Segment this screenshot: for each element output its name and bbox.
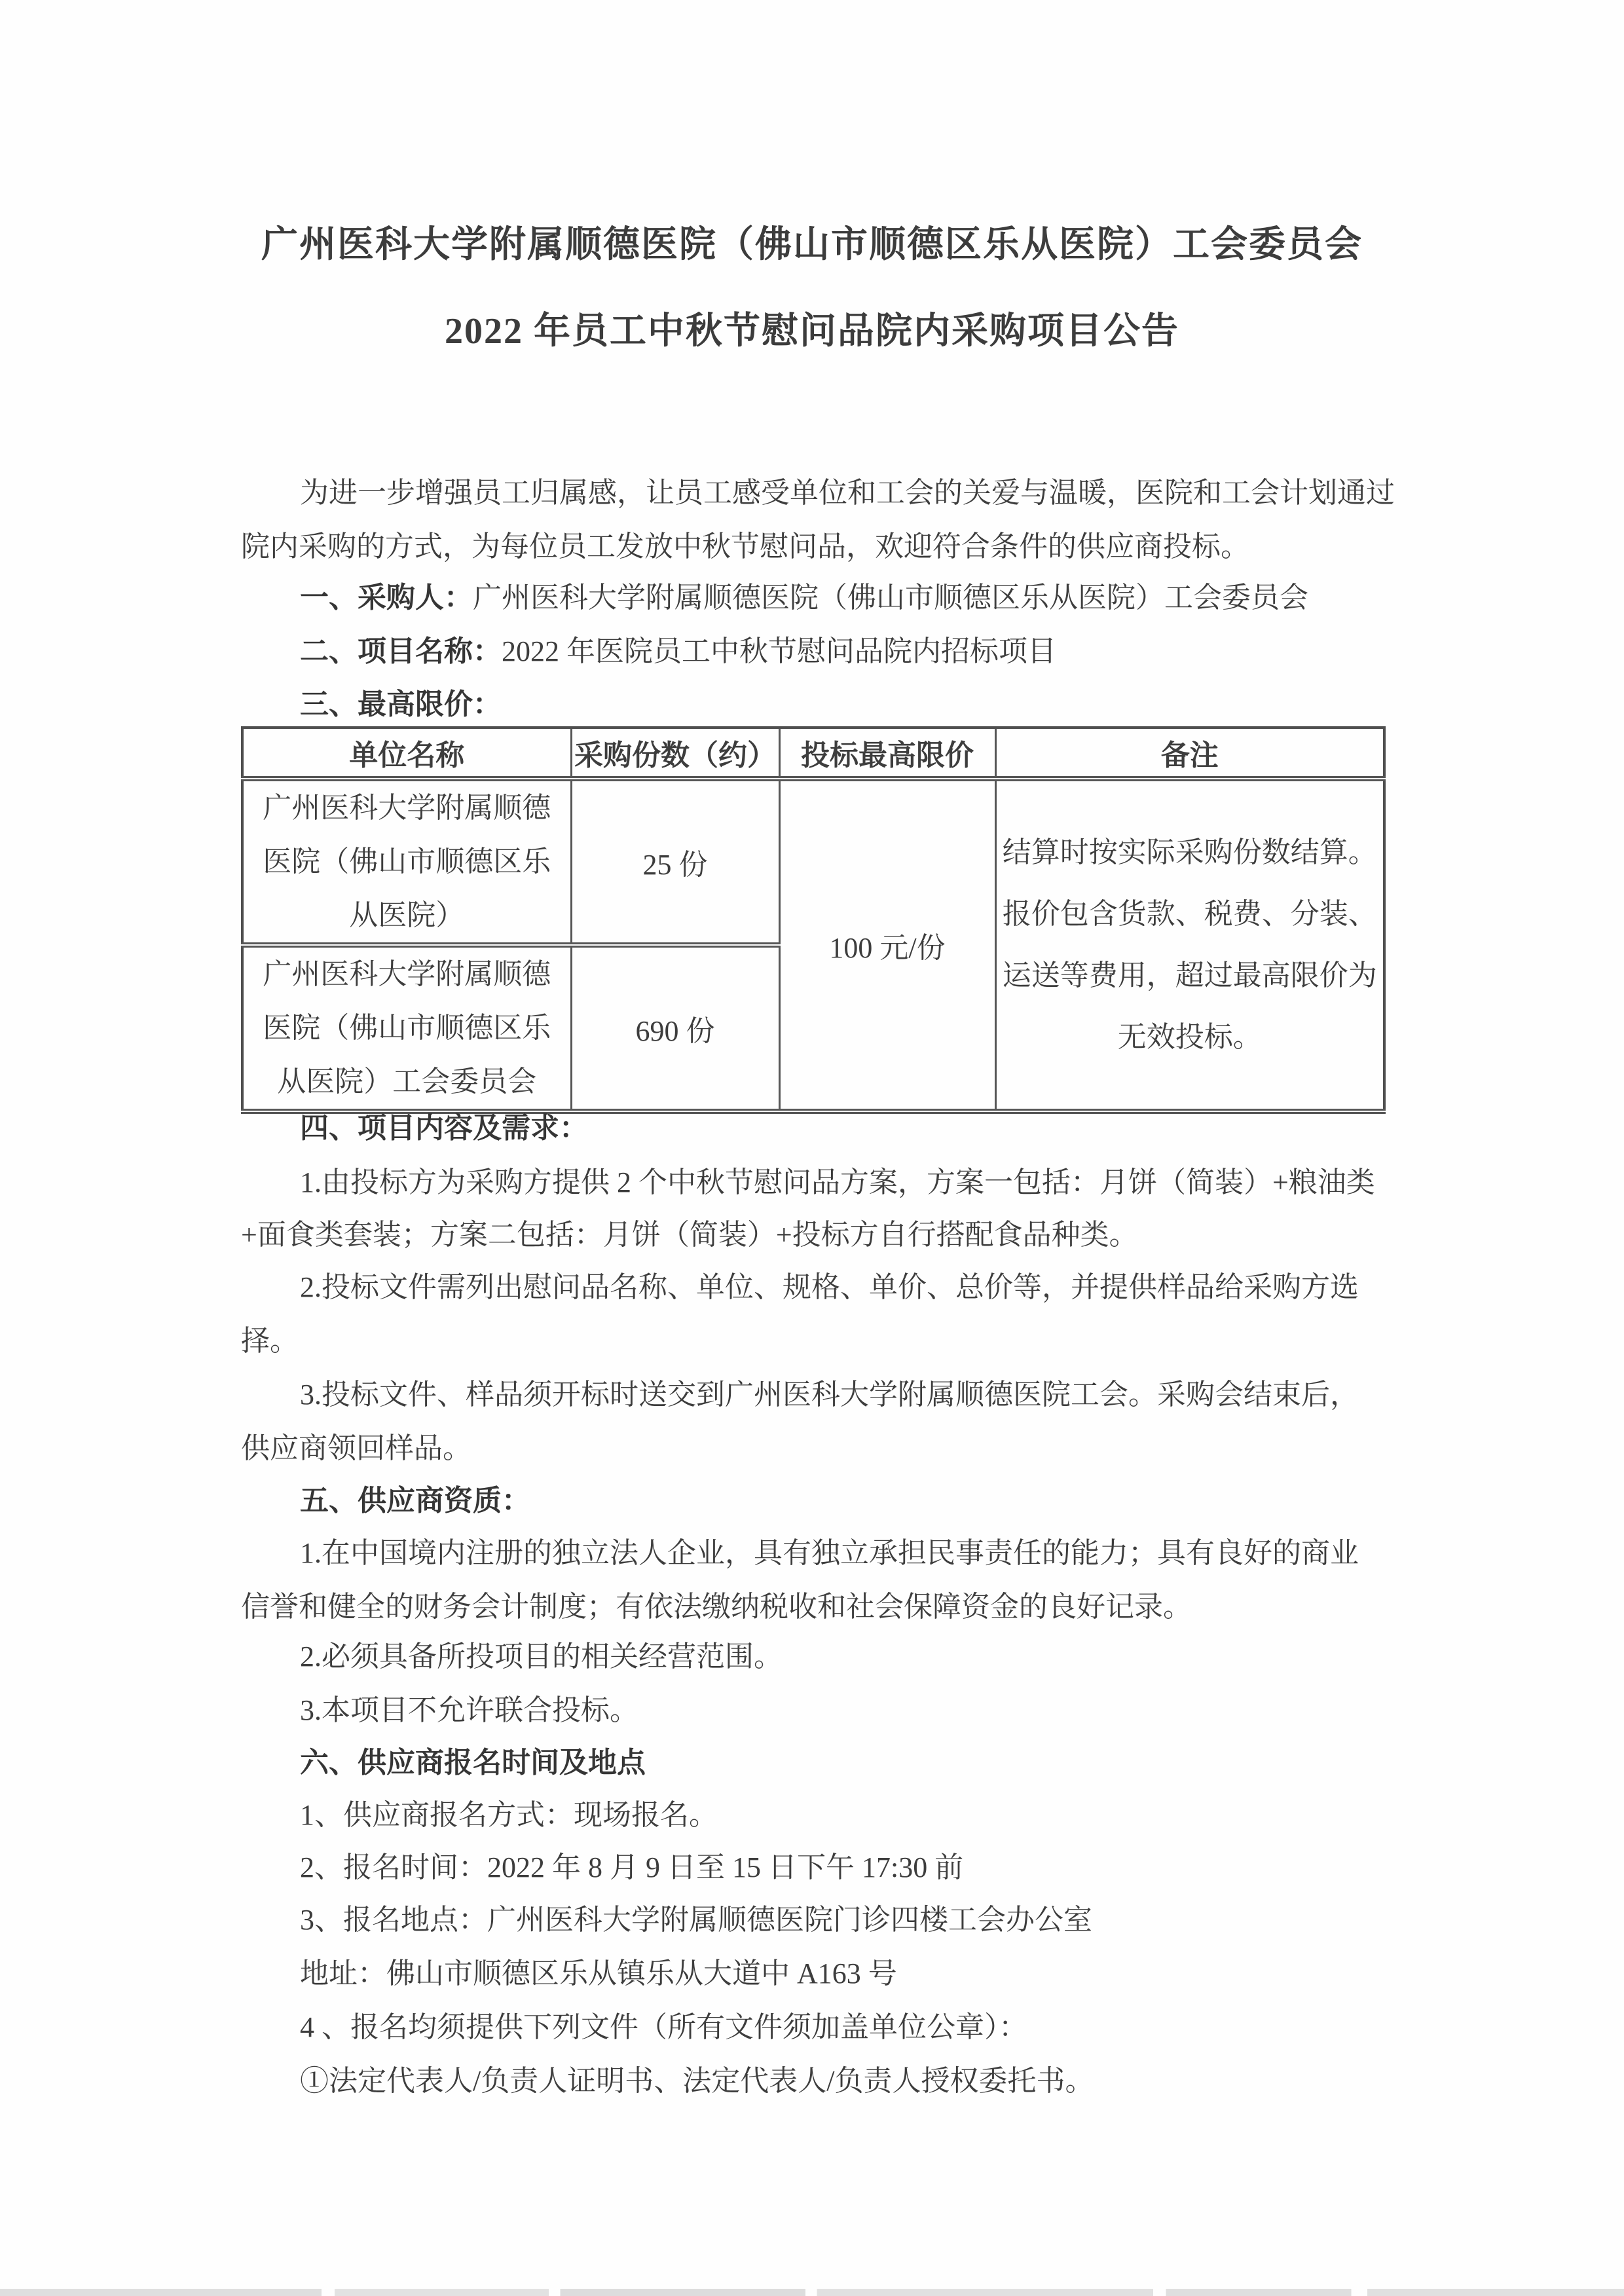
intro-line-1: 为进一步增强员工归属感，让员工感受单位和工会的关爱与温暖，医院和工会计划通过: [300, 477, 1395, 509]
col-header-qty: 采购份数（约）: [571, 728, 779, 779]
purchaser-label: 一、采购人：: [300, 582, 473, 614]
qty-cell-row2: 690 份: [571, 945, 779, 1111]
table-row: [242, 779, 1384, 945]
remark-line: 无效投标。: [1117, 1021, 1262, 1053]
section-6-line-6: ①法定代表人/负责人证明书、法定代表人/负责人授权委托书。: [300, 2065, 1094, 2097]
qty-cell-row1: 25 份: [571, 779, 779, 945]
remark-line: 运送等费用，超过最高限价为: [1002, 959, 1377, 991]
unit-name-cell-row2: [242, 945, 571, 1111]
table-header-row: [242, 728, 1384, 779]
section-5-heading: 五、供应商资质：: [300, 1485, 530, 1517]
project-name-line: [241, 635, 1442, 669]
section-4-line-5: 3.投标文件、样品须开标时送交到广州医科大学附属顺德医院工会。采购会结束后，: [300, 1379, 1359, 1411]
max-price-table: [241, 726, 1386, 1114]
col-header-remark: 备注: [995, 728, 1384, 779]
section-4-line-6: 供应商领回样品。: [241, 1432, 471, 1464]
section-6-line-5: 4 、报名均须提供下列文件（所有文件须加盖单位公章）：: [300, 2011, 1027, 2043]
unit-name-line: 从医院）: [349, 899, 465, 931]
section-5-line-3: 2.必须具备所投项目的相关经营范围。: [300, 1640, 783, 1673]
remark-line: 报价包含货款、税费、分装、: [1002, 898, 1377, 930]
col-header-max-bid-price: 投标最高限价: [779, 728, 995, 779]
section-6-line-3: 3、报名地点：广州医科大学附属顺德医院门诊四楼工会办公室: [300, 1904, 1092, 1936]
unit-name-line: 广州医科大学附属顺德: [263, 792, 551, 824]
section-4-line-3: 2.投标文件需列出慰问品名称、单位、规格、单价、总价等，并提供样品给采购方选: [300, 1271, 1359, 1303]
unit-name-line: 从医院）工会委员会: [277, 1065, 537, 1098]
purchaser-value: 广州医科大学附属顺德医院（佛山市顺德区乐从医院）工会委员会: [473, 582, 1308, 614]
project-name-label: 二、项目名称：: [300, 635, 502, 667]
max-bid-price-cell: 100 元/份: [779, 779, 995, 1111]
unit-name-line: 医院（佛山市顺德区乐: [263, 845, 551, 878]
section-4-line-1: 1.由投标方为采购方提供 2 个中秋节慰问品方案，方案一包括：月饼（简装）+粮油类: [300, 1166, 1375, 1198]
doc-title-line-1: 广州医科大学附属顺德医院（佛山市顺德区乐从医院）工会委员会: [261, 225, 1363, 265]
section-5-line-1: 1.在中国境内注册的独立法人企业，具有独立承担民事责任的能力；具有良好的商业: [300, 1537, 1359, 1569]
section-4-line-4: 择。: [241, 1325, 299, 1357]
unit-name-cell-row1: [242, 779, 571, 945]
section-3-heading: 三、最高限价：: [300, 688, 502, 720]
col-header-unit-name: 单位名称: [242, 728, 571, 779]
section-5-line-4: 3.本项目不允许联合投标。: [300, 1694, 638, 1726]
section-6-line-4: 地址：佛山市顺德区乐从镇乐从大道中 A163 号: [300, 1957, 897, 1990]
remark-cell: [995, 779, 1384, 1111]
doc-title-line-2: 2022 年员工中秋节慰问品院内采购项目公告: [445, 311, 1179, 352]
remark-line: 结算时按实际采购份数结算。: [1002, 836, 1377, 868]
section-5-line-2: 信誉和健全的财务会计制度；有依法缴纳税收和社会保障资金的良好记录。: [241, 1591, 1192, 1623]
section-6-line-2: 2、报名时间：2022 年 8 月 9 日至 15 日下午 17:30 前: [300, 1851, 964, 1883]
section-4-heading: 四、项目内容及需求：: [300, 1112, 588, 1144]
intro-line-2: 院内采购的方式，为每位员工发放中秋节慰问品，欢迎符合条件的供应商投标。: [241, 530, 1249, 563]
section-6-line-1: 1、供应商报名方式：现场报名。: [300, 1799, 718, 1831]
purchaser-line: [241, 581, 1442, 615]
unit-name-line: 广州医科大学附属顺德: [263, 958, 551, 990]
section-6-heading: 六、供应商报名时间及地点: [300, 1747, 646, 1779]
section-4-line-2: +面食类套装；方案二包括：月饼（简装）+投标方自行搭配食品种类。: [241, 1219, 1138, 1251]
unit-name-line: 医院（佛山市顺德区乐: [263, 1012, 551, 1044]
project-name-value: 2022 年医院员工中秋节慰问品院内招标项目: [502, 635, 1056, 667]
scan-artifact-band: [0, 2289, 1624, 2296]
